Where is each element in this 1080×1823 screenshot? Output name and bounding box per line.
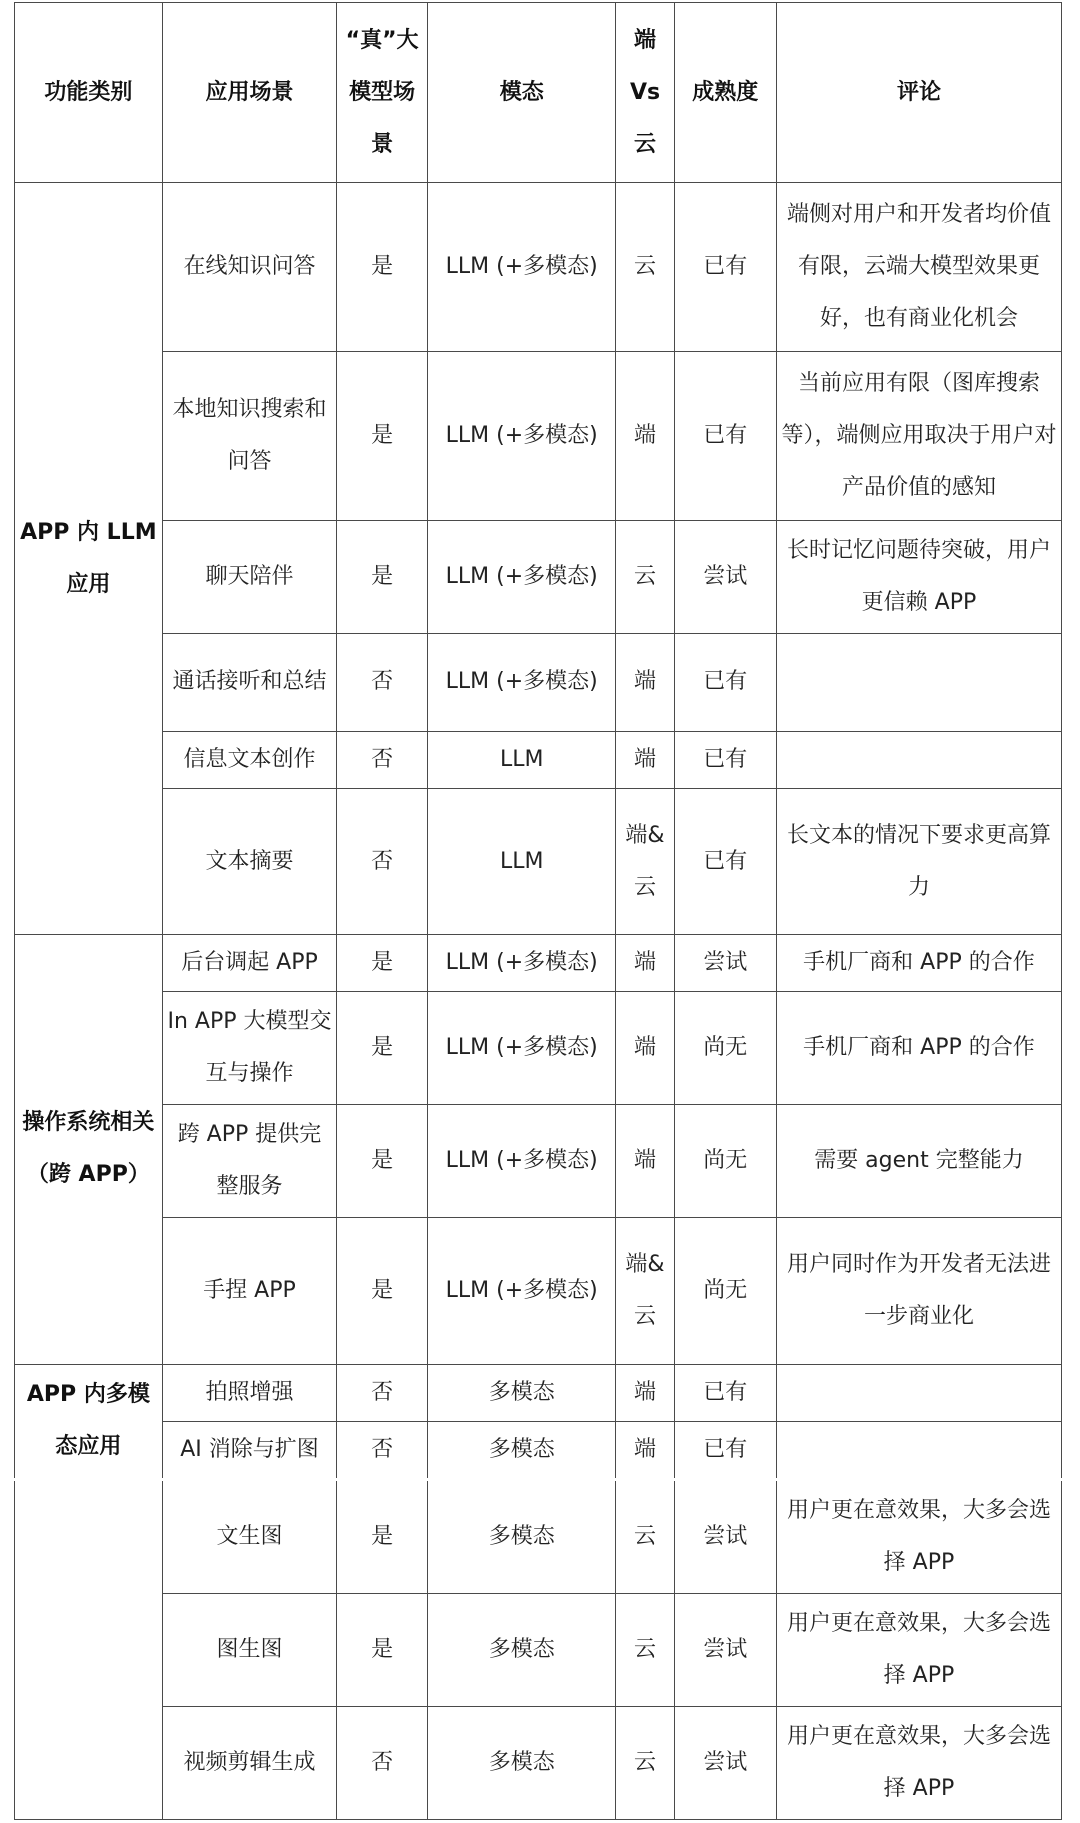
maturity-cell: 已有 [674, 183, 776, 352]
comment-cell [776, 1364, 1061, 1421]
edge-cloud-cell: 云 [616, 520, 674, 633]
comment-cell: 当前应用有限（图库搜索等），端侧应用取决于用户对产品价值的感知 [776, 351, 1061, 520]
edge-cloud-cell: 端 [616, 1421, 674, 1479]
comment-cell: 端侧对用户和开发者均价值有限，云端大模型效果更好，也有商业化机会 [776, 183, 1061, 352]
edge-cloud-cell: 端 [616, 731, 674, 788]
comment-cell [776, 1421, 1061, 1479]
table-row [15, 992, 1062, 1105]
scene-cell: 文生图 [162, 1479, 337, 1593]
scene-cell: In APP 大模型交互与操作 [162, 992, 337, 1105]
real-model-cell: 是 [337, 520, 428, 633]
scene-cell: 信息文本创作 [162, 731, 337, 788]
modality-cell: LLM (+多模态) [427, 351, 615, 520]
modality-cell: 多模态 [427, 1706, 615, 1819]
comment-cell: 手机厂商和 APP 的合作 [776, 935, 1061, 992]
table-row [15, 1479, 1062, 1593]
table-row [15, 1105, 1062, 1218]
edge-cloud-cell: 端 [616, 992, 674, 1105]
edge-cloud-cell: 端 [616, 1105, 674, 1218]
header-category: 功能类别 [15, 3, 163, 183]
modality-cell: 多模态 [427, 1479, 615, 1593]
real-model-cell: 否 [337, 788, 428, 934]
maturity-cell: 尚无 [674, 1218, 776, 1364]
maturity-cell: 尝试 [674, 1479, 776, 1593]
real-model-cell: 否 [337, 633, 428, 731]
table-body [15, 183, 1062, 1820]
comment-cell: 用户更在意效果，大多会选择 APP [776, 1479, 1061, 1593]
real-model-cell: 否 [337, 1364, 428, 1421]
scene-cell: 后台调起 APP [162, 935, 337, 992]
table-row [15, 183, 1062, 352]
table-row [15, 520, 1062, 633]
maturity-cell: 已有 [674, 1364, 776, 1421]
real-model-cell: 是 [337, 1105, 428, 1218]
scene-cell: AI 消除与扩图 [162, 1421, 337, 1479]
modality-cell: LLM (+多模态) [427, 992, 615, 1105]
real-model-cell: 是 [337, 1479, 428, 1593]
category-cell: APP 内多模态应用 [15, 1364, 163, 1479]
table-row [15, 1706, 1062, 1819]
maturity-cell: 已有 [674, 633, 776, 731]
edge-cloud-cell: 云 [616, 1706, 674, 1819]
edge-cloud-cell: 端&云 [616, 1218, 674, 1364]
modality-cell: LLM [427, 788, 615, 934]
scene-cell: 文本摘要 [162, 788, 337, 934]
comment-cell: 用户同时作为开发者无法进一步商业化 [776, 1218, 1061, 1364]
maturity-cell: 尝试 [674, 1706, 776, 1819]
header-comment: 评论 [776, 3, 1061, 183]
edge-cloud-cell: 云 [616, 183, 674, 352]
category-cell: 操作系统相关（跨 APP） [15, 935, 163, 1364]
edge-cloud-cell: 端 [616, 1364, 674, 1421]
scene-cell: 聊天陪伴 [162, 520, 337, 633]
edge-cloud-cell: 端 [616, 351, 674, 520]
real-model-cell: 是 [337, 992, 428, 1105]
modality-cell: LLM [427, 731, 615, 788]
scene-cell: 视频剪辑生成 [162, 1706, 337, 1819]
edge-cloud-cell: 端&云 [616, 788, 674, 934]
edge-cloud-cell: 云 [616, 1479, 674, 1593]
scene-cell: 通话接听和总结 [162, 633, 337, 731]
real-model-cell: 否 [337, 1421, 428, 1479]
table-row [15, 1593, 1062, 1706]
modality-cell: 多模态 [427, 1421, 615, 1479]
maturity-cell: 已有 [674, 788, 776, 934]
header-maturity: 成熟度 [674, 3, 776, 183]
header-edge-vs-cloud: 端Vs云 [616, 3, 674, 183]
scene-cell: 在线知识问答 [162, 183, 337, 352]
comment-cell [776, 731, 1061, 788]
table-row [15, 351, 1062, 520]
modality-cell: 多模态 [427, 1364, 615, 1421]
modality-cell: LLM (+多模态) [427, 935, 615, 992]
table-row [15, 935, 1062, 992]
table-row [15, 788, 1062, 934]
comment-cell: 用户更在意效果，大多会选择 APP [776, 1706, 1061, 1819]
maturity-cell: 已有 [674, 731, 776, 788]
modality-cell: LLM (+多模态) [427, 520, 615, 633]
edge-cloud-cell: 端 [616, 935, 674, 992]
edge-cloud-cell: 端 [616, 633, 674, 731]
real-model-cell: 是 [337, 183, 428, 352]
scene-cell: 手捏 APP [162, 1218, 337, 1364]
comment-cell: 长文本的情况下要求更高算力 [776, 788, 1061, 934]
modality-cell: LLM (+多模态) [427, 1218, 615, 1364]
real-model-cell: 否 [337, 731, 428, 788]
comment-cell: 用户更在意效果，大多会选择 APP [776, 1593, 1061, 1706]
table-row [15, 1364, 1062, 1421]
maturity-cell: 尝试 [674, 1593, 776, 1706]
comment-cell: 长时记忆问题待突破，用户更信赖 APP [776, 520, 1061, 633]
modality-cell: LLM (+多模态) [427, 1105, 615, 1218]
feature-table [14, 2, 1062, 1820]
category-cell [15, 1479, 163, 1819]
maturity-cell: 已有 [674, 1421, 776, 1479]
comment-cell [776, 633, 1061, 731]
real-model-cell: 是 [337, 1218, 428, 1364]
header-real-model: “真”大模型场景 [337, 3, 428, 183]
maturity-cell: 尚无 [674, 1105, 776, 1218]
modality-cell: LLM (+多模态) [427, 633, 615, 731]
table-row [15, 1218, 1062, 1364]
maturity-cell: 已有 [674, 351, 776, 520]
header-row [15, 3, 1062, 183]
header-scene: 应用场景 [162, 3, 337, 183]
scene-cell: 本地知识搜索和问答 [162, 351, 337, 520]
category-cell: APP 内 LLM 应用 [15, 183, 163, 935]
comment-cell: 手机厂商和 APP 的合作 [776, 992, 1061, 1105]
header-modality: 模态 [427, 3, 615, 183]
table-row [15, 633, 1062, 731]
comment-cell: 需要 agent 完整能力 [776, 1105, 1061, 1218]
maturity-cell: 尝试 [674, 520, 776, 633]
scene-cell: 图生图 [162, 1593, 337, 1706]
real-model-cell: 是 [337, 935, 428, 992]
edge-cloud-cell: 云 [616, 1593, 674, 1706]
modality-cell: LLM (+多模态) [427, 183, 615, 352]
table-row [15, 1421, 1062, 1479]
real-model-cell: 是 [337, 351, 428, 520]
maturity-cell: 尚无 [674, 992, 776, 1105]
table-row [15, 731, 1062, 788]
maturity-cell: 尝试 [674, 935, 776, 992]
scene-cell: 拍照增强 [162, 1364, 337, 1421]
modality-cell: 多模态 [427, 1593, 615, 1706]
real-model-cell: 是 [337, 1593, 428, 1706]
scene-cell: 跨 APP 提供完整服务 [162, 1105, 337, 1218]
real-model-cell: 否 [337, 1706, 428, 1819]
